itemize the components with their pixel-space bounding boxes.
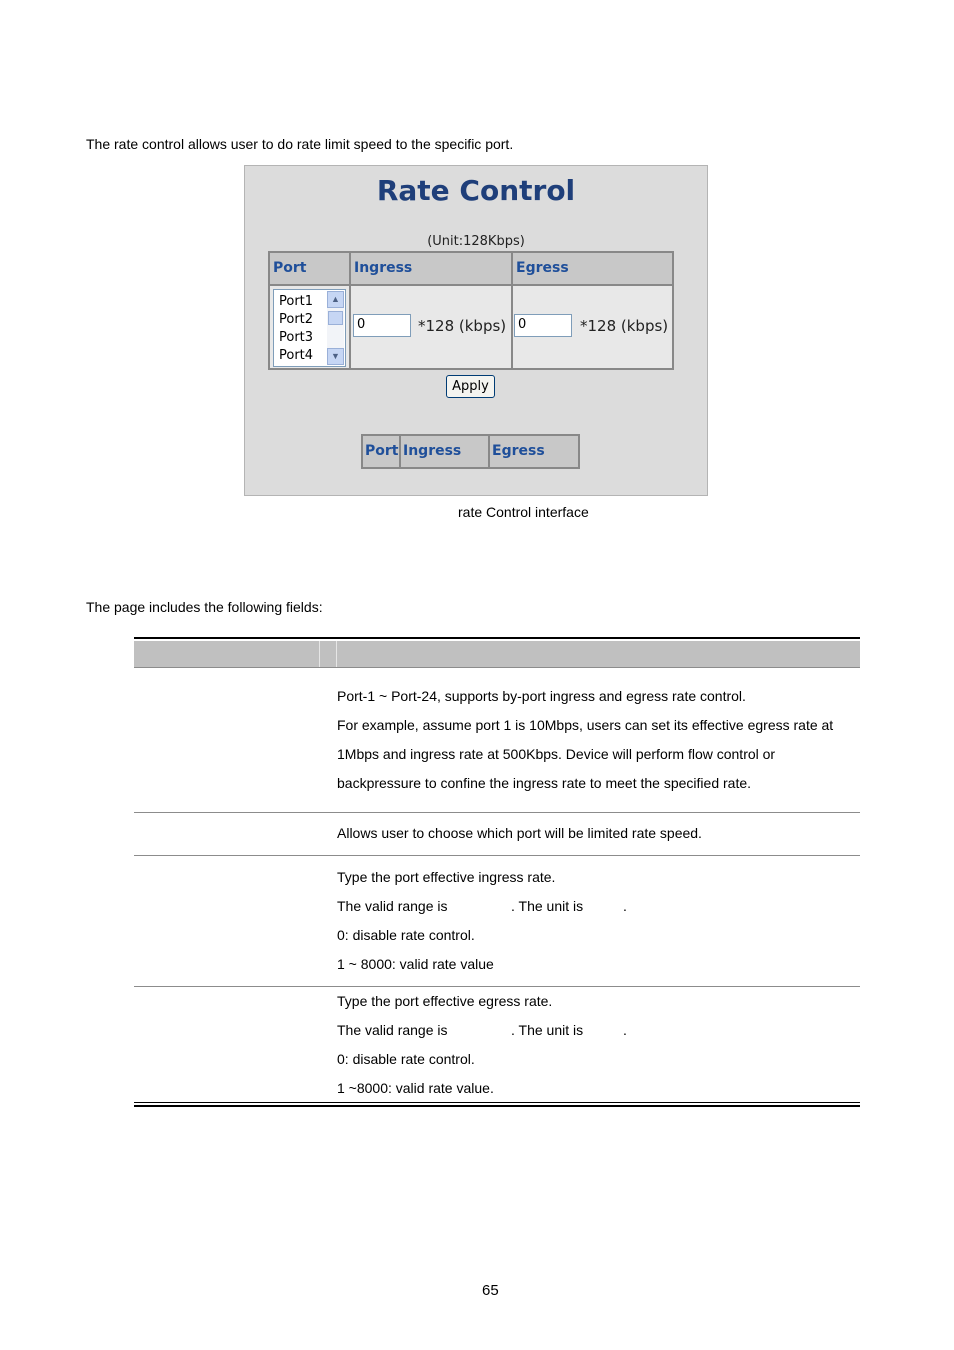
row-divider bbox=[134, 855, 860, 856]
result-header-ingress: Ingress bbox=[401, 436, 490, 467]
ingress-rate-input[interactable]: 0 bbox=[353, 314, 411, 337]
ingress-suffix: *128 (kbps) bbox=[418, 317, 507, 335]
ingress-desc-line: Type the port effective ingress rate. bbox=[337, 869, 556, 885]
egress-suffix: *128 (kbps) bbox=[580, 317, 669, 335]
ingress-unit-label: . The unit is bbox=[511, 898, 584, 914]
egress-cell bbox=[513, 286, 672, 368]
egress-desc-line: Type the port effective egress rate. bbox=[337, 993, 553, 1009]
scroll-down-icon[interactable]: ▼ bbox=[327, 348, 344, 365]
port-desc-line: For example, assume port 1 is 10Mbps, users can set its effective egress rate at bbox=[337, 717, 834, 733]
header-egress: Egress bbox=[513, 253, 672, 286]
port-option[interactable]: Port2 bbox=[279, 312, 314, 327]
port-desc-line: Port-1 ~ Port-24, supports by-port ingress and egress rate control. bbox=[337, 688, 746, 704]
egress-period: . bbox=[623, 1022, 627, 1038]
table-header-rule bbox=[134, 667, 860, 668]
intro-text: The rate control allows user to do rate limit speed to the specific port. bbox=[86, 136, 514, 152]
egress-desc-line: 0: disable rate control. bbox=[337, 1051, 475, 1067]
table-header-divider bbox=[336, 641, 337, 668]
egress-rate-input[interactable]: 0 bbox=[514, 314, 572, 337]
header-ingress: Ingress bbox=[351, 253, 513, 286]
ingress-cell bbox=[351, 286, 513, 368]
table-top-rule bbox=[134, 637, 860, 639]
scroll-thumb[interactable] bbox=[328, 311, 343, 325]
port-desc-line: 1Mbps and ingress rate at 500Kbps. Device will perform flow control or bbox=[337, 746, 776, 762]
port-option[interactable]: Port1 bbox=[279, 294, 314, 309]
unit-label: (Unit:128Kbps) bbox=[427, 234, 525, 249]
table-header-band bbox=[134, 641, 860, 668]
ingress-desc-line: 0: disable rate control. bbox=[337, 927, 475, 943]
page-number: 65 bbox=[482, 1282, 499, 1299]
scroll-up-icon[interactable]: ▲ bbox=[327, 291, 344, 308]
egress-range-label: The valid range is bbox=[337, 1022, 448, 1038]
result-header-egress: Egress bbox=[492, 443, 545, 459]
figure-caption: rate Control interface bbox=[458, 504, 589, 520]
egress-desc-line: 1 ~8000: valid rate value. bbox=[337, 1080, 494, 1096]
ingress-period: . bbox=[623, 898, 627, 914]
table-bottom-rule bbox=[134, 1102, 860, 1103]
result-header-port: Port bbox=[363, 436, 401, 467]
fields-intro: The page includes the following fields: bbox=[86, 599, 323, 615]
row-divider bbox=[134, 812, 860, 813]
ingress-desc-line: 1 ~ 8000: valid rate value bbox=[337, 956, 494, 972]
listbox-scrollbar[interactable] bbox=[327, 291, 344, 365]
rate-result-table bbox=[361, 434, 580, 469]
egress-unit-label: . The unit is bbox=[511, 1022, 584, 1038]
rate-config-table bbox=[268, 251, 674, 370]
port-listbox[interactable] bbox=[273, 289, 346, 367]
rate-control-screenshot bbox=[244, 165, 708, 496]
apply-button[interactable]: Apply bbox=[446, 375, 495, 398]
select-desc: Allows user to choose which port will be limited rate speed. bbox=[337, 825, 702, 841]
table-bottom-rule bbox=[134, 1105, 860, 1107]
row-divider bbox=[134, 986, 860, 987]
port-cell bbox=[270, 286, 351, 368]
port-option[interactable]: Port4 bbox=[279, 348, 314, 363]
ingress-range-label: The valid range is bbox=[337, 898, 448, 914]
table-header-divider bbox=[319, 641, 320, 668]
rate-control-title: Rate Control bbox=[376, 174, 576, 207]
port-option[interactable]: Port3 bbox=[279, 330, 314, 345]
header-port: Port bbox=[270, 253, 351, 286]
port-desc-line: backpressure to confine the ingress rate to meet the specified rate. bbox=[337, 775, 752, 791]
